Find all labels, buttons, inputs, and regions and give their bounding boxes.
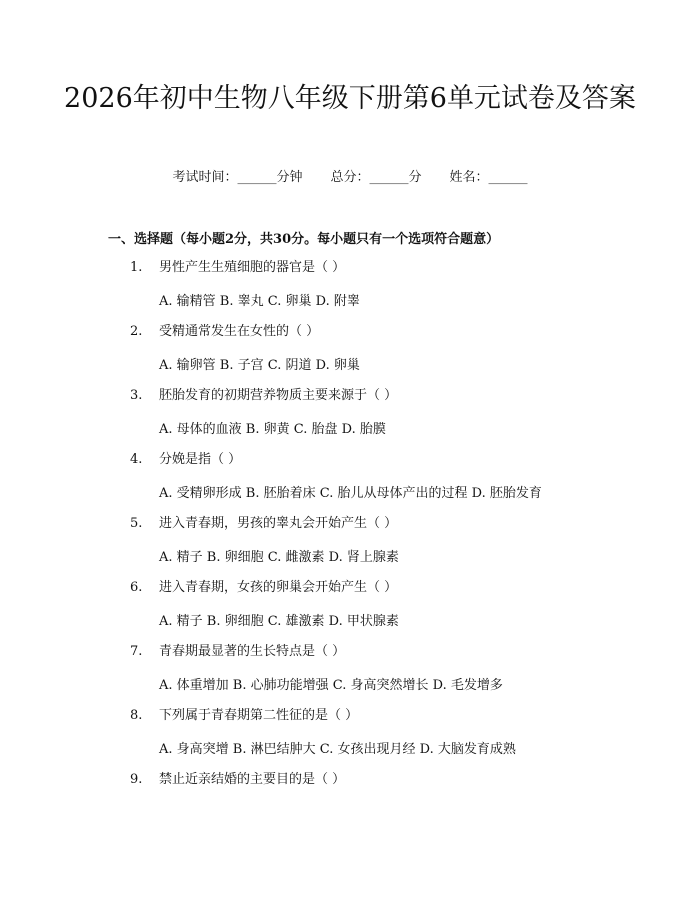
- question-item: [0, 386, 700, 450]
- question-number: 4.: [130, 452, 143, 467]
- question-item: [0, 450, 700, 514]
- question-number: 9.: [130, 772, 143, 787]
- question-number: 2.: [130, 324, 143, 339]
- question-number: 6.: [130, 580, 143, 595]
- exam-info-line: [0, 168, 700, 188]
- question-options: A. 精子 B. 卵细胞 C. 雌激素 D. 肾上腺素: [159, 550, 399, 565]
- question-text: 禁止近亲结婚的主要目的是（ ）: [159, 772, 346, 787]
- question-item: [0, 706, 700, 770]
- question-number: 8.: [130, 708, 143, 723]
- question-text: 青春期最显著的生长特点是（ ）: [159, 644, 346, 659]
- question-item: [0, 642, 700, 706]
- question-options: A. 身高突增 B. 淋巴结肿大 C. 女孩出现月经 D. 大脑发育成熟: [159, 742, 516, 757]
- exam-name-field: 姓名：______: [449, 170, 528, 185]
- question-options: A. 精子 B. 卵细胞 C. 雄激素 D. 甲状腺素: [159, 614, 399, 629]
- question-number: 7.: [130, 644, 143, 659]
- question-text: 受精通常发生在女性的（ ）: [159, 324, 320, 339]
- question-options: A. 输精管 B. 睾丸 C. 卵巢 D. 附睾: [159, 294, 360, 309]
- question-number: 5.: [130, 516, 143, 531]
- question-item: [0, 258, 700, 322]
- question-options: A. 体重增加 B. 心肺功能增强 C. 身高突然增长 D. 毛发增多: [159, 678, 503, 693]
- question-item: [0, 514, 700, 578]
- question-item: [0, 322, 700, 386]
- question-number: 3.: [130, 388, 143, 403]
- question-item: [0, 770, 700, 834]
- question-options: A. 受精卵形成 B. 胚胎着床 C. 胎儿从母体产出的过程 D. 胚胎发育: [159, 486, 542, 501]
- page-title: 2026年初中生物八年级下册第6单元试卷及答案: [64, 83, 636, 114]
- question-text: 分娩是指（ ）: [159, 452, 242, 467]
- question-text: 男性产生生殖细胞的器官是（ ）: [159, 260, 346, 275]
- exam-time-field: 考试时间：______分钟: [172, 170, 303, 185]
- section-heading: 一、选择题（每小题2分，共30分。每小题只有一个选项符合题意）: [108, 232, 500, 247]
- question-text: 下列属于青春期第二性征的是（ ）: [159, 708, 359, 723]
- question-options: A. 输卵管 B. 子宫 C. 阴道 D. 卵巢: [159, 358, 360, 373]
- question-number: 1.: [130, 260, 143, 275]
- exam-score-field: 总分：______分: [330, 170, 422, 185]
- question-text: 进入青春期，男孩的睾丸会开始产生（ ）: [159, 516, 398, 531]
- question-text: 进入青春期，女孩的卵巢会开始产生（ ）: [159, 580, 398, 595]
- question-text: 胚胎发育的初期营养物质主要来源于（ ）: [159, 388, 398, 403]
- question-options: A. 母体的血液 B. 卵黄 C. 胎盘 D. 胎膜: [159, 422, 386, 437]
- question-list: [0, 258, 700, 834]
- question-item: [0, 578, 700, 642]
